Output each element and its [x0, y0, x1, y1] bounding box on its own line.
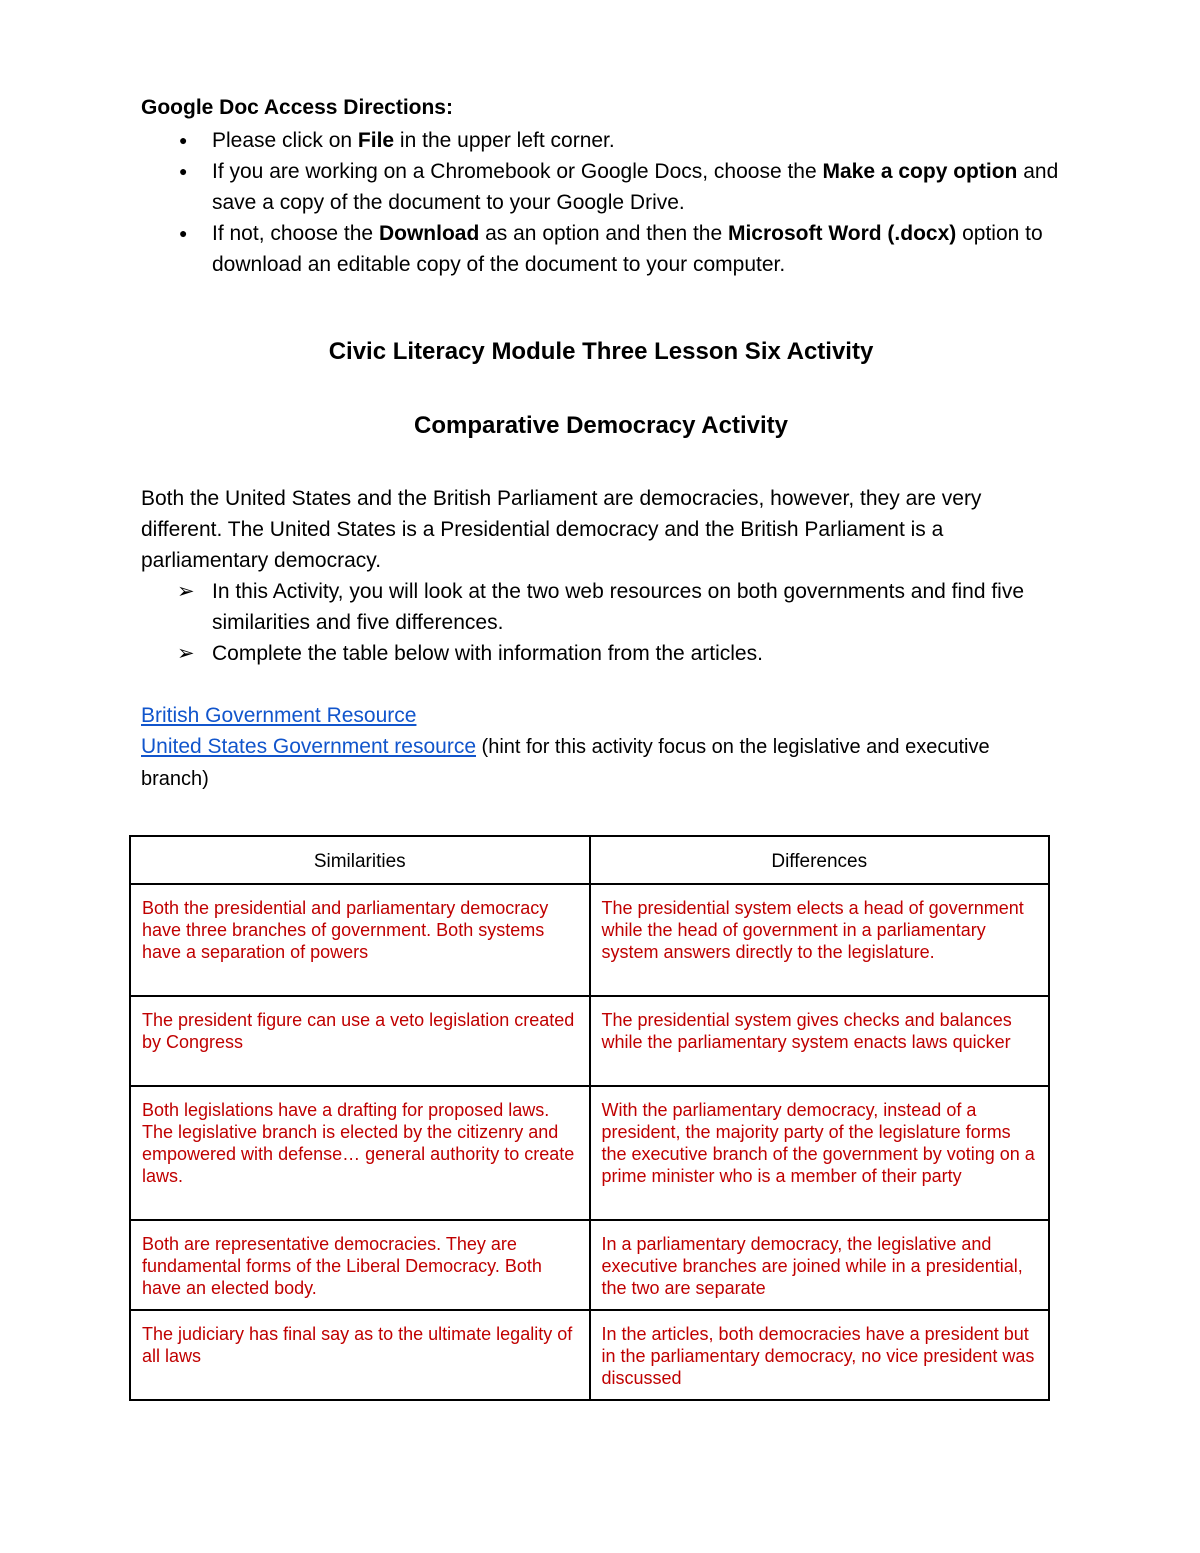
us-resource-link[interactable]: United States Government resource: [141, 735, 476, 758]
similarity-cell: Both legislations have a drafting for proposed laws. The legislative branch is elected by the citizenry and empowered with defense… general authority to create laws.: [130, 1086, 590, 1220]
list-item: ● Please click on File in the upper left corner.: [141, 125, 1061, 156]
bullet-icon: ●: [179, 132, 188, 148]
similarity-cell: Both the presidential and parliamentary democracy have three branches of government. Both systems have a separation of powers: [130, 884, 590, 996]
similarity-cell: The president figure can use a veto legislation created by Congress: [130, 996, 590, 1086]
table-row: [130, 884, 1049, 996]
british-resource-link[interactable]: British Government Resource: [141, 704, 417, 727]
table-row: [130, 1086, 1049, 1220]
difference-cell: In a parliamentary democracy, the legislative and executive branches are joined while in a presidential, the two are separate: [590, 1220, 1050, 1310]
resource-links: [141, 700, 1061, 795]
similarity-cell: The judiciary has final say as to the ultimate legality of all laws: [130, 1310, 590, 1400]
similarity-cell: Both are representative democracies. They are fundamental forms of the Liberal Democracy. Both have an elected body.: [130, 1220, 590, 1310]
difference-cell: The presidential system elects a head of government while the head of government in a parliamentary system answers directly to the legislature.: [590, 884, 1050, 996]
list-item: ● If you are working on a Chromebook or Google Docs, choose the Make a copy option and save a copy of the document to your Google Drive.: [141, 156, 1061, 218]
document-title: Civic Literacy Module Three Lesson Six Activity: [328, 338, 874, 365]
table-row: [130, 1310, 1049, 1400]
arrow-bullet-icon: ➢: [177, 580, 195, 603]
arrow-bullet-icon: ➢: [177, 642, 195, 665]
intro-paragraph: Both the United States and the British Parliament are democracies, however, they are very different. The United States is a Presidential democracy and the British Parliament is a parliamentary democracy.: [141, 487, 982, 572]
comparison-table: [129, 835, 1050, 1401]
table-row: [130, 1220, 1049, 1310]
activity-title: Comparative Democracy Activity: [414, 412, 788, 439]
list-item: ● If not, choose the Download as an option and then the Microsoft Word (.docx) option to download an editable copy of the document to your computer.: [141, 218, 1061, 280]
bullet-icon: ●: [179, 163, 188, 179]
instructions-list: [141, 576, 1061, 669]
directions-heading: Google Doc Access Directions:: [141, 96, 453, 119]
difference-cell: With the parliamentary democracy, instead of a president, the majority party of the legislature forms the executive branch of the government by voting on a prime minister who is a member of their party: [590, 1086, 1050, 1220]
difference-cell: In the articles, both democracies have a president but in the parliamentary democracy, no vice president was discussed: [590, 1310, 1050, 1400]
difference-cell: The presidential system gives checks and balances while the parliamentary system enacts laws quicker: [590, 996, 1050, 1086]
header-differences: Differences: [590, 836, 1050, 884]
list-item: ➢ In this Activity, you will look at the two web resources on both governments and find five similarities and five differences.: [141, 576, 1061, 638]
table-header-row: [130, 836, 1049, 884]
list-item: ➢ Complete the table below with information from the articles.: [141, 638, 1061, 669]
directions-list: [141, 125, 1061, 280]
header-similarities: Similarities: [130, 836, 590, 884]
hint-text: (hint for this activity focus on the legislative and executive branch): [141, 736, 990, 790]
table-row: [130, 996, 1049, 1086]
bullet-icon: ●: [179, 225, 188, 241]
document-page: [141, 92, 1061, 795]
